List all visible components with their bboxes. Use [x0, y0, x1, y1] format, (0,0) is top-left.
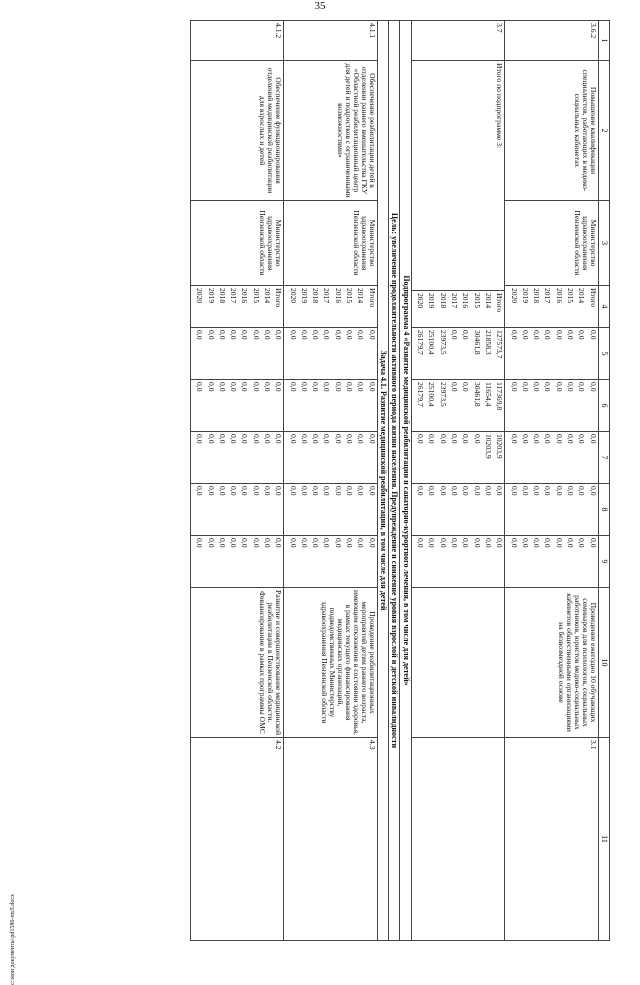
value-cell-regional — [411, 380, 504, 432]
value-item: 0,0 — [509, 382, 519, 392]
value-item: 0,0 — [299, 538, 309, 548]
value-item: 0,0 — [472, 538, 482, 548]
value-cell-regional — [190, 380, 283, 432]
value-item: 0,0 — [333, 434, 343, 444]
year-label: 2015 — [472, 293, 482, 309]
year-label: 2020 — [288, 288, 298, 304]
value-item: 0,0 — [509, 330, 519, 340]
value-item: 0,0 — [263, 330, 273, 340]
subtotal-label-and-years — [411, 61, 504, 328]
value-item: 0,0 — [288, 434, 298, 444]
value-item: 0,0 — [299, 486, 309, 496]
value-item: 0,0 — [356, 486, 366, 496]
value-cell-local — [411, 484, 504, 536]
year-label: 2019 — [520, 288, 530, 304]
value-item: 0,0 — [367, 330, 377, 340]
year-label: 2017 — [322, 288, 332, 304]
year-label: 2019 — [206, 288, 216, 304]
year-label: 2014 — [263, 288, 273, 304]
value-cell-total — [411, 328, 504, 380]
value-cell-other — [284, 536, 377, 588]
value-item: 0,0 — [251, 538, 261, 548]
value-item: 0,0 — [461, 486, 471, 496]
value-item: 0,0 — [322, 434, 332, 444]
executor: Министерство здравоохранения Пензенской области — [190, 201, 283, 286]
year-label: Итого — [495, 293, 505, 313]
row-number: 4.1.1 — [284, 21, 377, 61]
value-item: 0,0 — [356, 330, 366, 340]
year-label: 2016 — [554, 288, 564, 304]
value-item: 0,0 — [206, 382, 216, 392]
header-cell: 7 — [598, 432, 609, 484]
value-item: 0,0 — [495, 538, 505, 548]
year-label: 2019 — [427, 293, 437, 309]
value-cell-local — [284, 484, 377, 536]
value-item: 0,0 — [299, 330, 309, 340]
value-item: 0,0 — [532, 330, 542, 340]
value-cell-federal — [284, 432, 377, 484]
value-cell-federal — [190, 432, 283, 484]
value-cell-total — [284, 328, 377, 380]
program-table — [190, 20, 610, 941]
program-table-rotated — [70, 20, 610, 900]
value-item: 0,0 — [520, 486, 530, 496]
value-item: 0,0 — [195, 330, 205, 340]
header-cell: 9 — [598, 536, 609, 588]
value-cell-total — [190, 328, 283, 380]
value-item: 0,0 — [543, 538, 553, 548]
year-label: 2016 — [461, 293, 471, 309]
value-item: 0,0 — [217, 330, 227, 340]
value-item: 0,0 — [345, 538, 355, 548]
value-item: 0,0 — [472, 434, 482, 444]
value-item: 0,0 — [438, 434, 448, 444]
value-item: 0,0 — [206, 434, 216, 444]
value-item: 0,0 — [229, 434, 239, 444]
value-item: 0,0 — [461, 434, 471, 444]
task-row — [377, 21, 388, 941]
year-label: 2016 — [240, 288, 250, 304]
expected-result: Проведение ежегодно 10 обучающих семинаров для психологов, социальных работников, юристов медико-социальных кабинетов общественными организациями на безвозмездной основе — [505, 588, 598, 738]
value-item: 0,0 — [240, 382, 250, 392]
value-item: 11654,4 — [483, 382, 493, 407]
year-label: 2018 — [532, 288, 542, 304]
years-cell — [412, 291, 504, 328]
value-item: 0,0 — [509, 486, 519, 496]
header-row — [598, 21, 609, 941]
value-item: 117369,8 — [495, 382, 505, 411]
year-label: 2014 — [577, 288, 587, 304]
value-item: 0,0 — [345, 382, 355, 392]
indicator-ref: 4.2 — [190, 738, 283, 941]
value-item: 0,0 — [345, 434, 355, 444]
value-item: 0,0 — [333, 538, 343, 548]
value-cell-other — [411, 536, 504, 588]
value-item: 0,0 — [240, 434, 250, 444]
header-cell: 2 — [598, 61, 609, 201]
value-item: 0,0 — [274, 330, 284, 340]
value-cell-regional — [505, 380, 598, 432]
value-item: 10203,9 — [483, 434, 493, 459]
value-item: 0,0 — [356, 382, 366, 392]
value-item: 25100,4 — [427, 330, 437, 355]
value-item: 0,0 — [288, 538, 298, 548]
value-item: 0,0 — [416, 434, 426, 444]
expected-result: Развитие и совершенствование медицинской реабилитации в Пензенской области. Финансирование в рамках программы ОМС — [190, 588, 283, 738]
year-label: 2016 — [333, 288, 343, 304]
row-number: 3.7 — [411, 21, 504, 61]
executor: Министерство здравоохранения Пензенской области — [284, 201, 377, 286]
value-item: 0,0 — [251, 486, 261, 496]
value-item: 0,0 — [566, 330, 576, 340]
value-item: 26179,7 — [416, 382, 426, 407]
indicator-ref: 4.3 — [284, 738, 377, 941]
value-item: 30461,8 — [472, 330, 482, 355]
value-item: 23973,5 — [438, 330, 448, 355]
value-item: 23973,5 — [438, 382, 448, 407]
years-cell — [190, 286, 283, 328]
subprogram-title-row — [400, 21, 411, 941]
value-item: 0,0 — [543, 486, 553, 496]
value-item: 0,0 — [509, 538, 519, 548]
year-label: 2018 — [438, 293, 448, 309]
value-item: 0,0 — [461, 538, 471, 548]
activity-name: Обеспечение реабилитации детей в отделении раннего вмешательства ГКУ «Областной реабилитационный центр для детей и подростков с ограниченными возможностями» — [284, 61, 377, 201]
year-label: 2019 — [299, 288, 309, 304]
value-item: 0,0 — [311, 330, 321, 340]
value-item: 0,0 — [438, 538, 448, 548]
value-cell-local — [190, 484, 283, 536]
value-item: 0,0 — [438, 486, 448, 496]
value-item: 0,0 — [532, 538, 542, 548]
value-item: 0,0 — [588, 486, 598, 496]
value-item: 0,0 — [217, 434, 227, 444]
value-item: 0,0 — [566, 486, 576, 496]
value-item: 0,0 — [367, 538, 377, 548]
value-item: 0,0 — [217, 538, 227, 548]
value-item: 0,0 — [577, 486, 587, 496]
year-label: 2015 — [251, 288, 261, 304]
value-item: 0,0 — [566, 434, 576, 444]
year-label: Итого — [588, 288, 598, 308]
value-item: 0,0 — [240, 330, 250, 340]
value-item: 0,0 — [333, 382, 343, 392]
page-number: 35 — [314, 0, 326, 12]
value-item: 0,0 — [263, 486, 273, 496]
value-item: 0,0 — [367, 434, 377, 444]
value-item: 0,0 — [427, 486, 437, 496]
value-item: 0,0 — [588, 538, 598, 548]
value-item: 0,0 — [543, 434, 553, 444]
value-item: 0,0 — [416, 486, 426, 496]
value-item: 0,0 — [450, 382, 460, 392]
value-item: 0,0 — [288, 330, 298, 340]
year-label: 2017 — [543, 288, 553, 304]
row-number: 3.6.2 — [505, 21, 598, 61]
subprogram-task: Задача 4.1. Развитие медицинской реабилитации, в том числе для детей — [377, 21, 388, 941]
value-item: 0,0 — [263, 382, 273, 392]
value-item: 0,0 — [229, 382, 239, 392]
value-item: 0,0 — [345, 330, 355, 340]
footer — [10, 20, 30, 985]
value-item: 0,0 — [299, 382, 309, 392]
value-item: 0,0 — [450, 434, 460, 444]
year-label: 2014 — [483, 293, 493, 309]
value-item: 0,0 — [217, 382, 227, 392]
value-item: 0,0 — [240, 486, 250, 496]
header-cell: 1 — [598, 21, 609, 61]
value-item: 0,0 — [274, 382, 284, 392]
value-item: 0,0 — [299, 434, 309, 444]
value-item: 0,0 — [263, 538, 273, 548]
value-item: 0,0 — [427, 538, 437, 548]
value-cell-federal — [411, 432, 504, 484]
value-item: 0,0 — [345, 486, 355, 496]
value-item: 0,0 — [240, 538, 250, 548]
header-cell: 6 — [598, 380, 609, 432]
value-item: 0,0 — [554, 486, 564, 496]
value-item: 0,0 — [520, 330, 530, 340]
value-item: 0,0 — [311, 434, 321, 444]
value-item: 0,0 — [356, 538, 366, 548]
years-cell — [284, 286, 377, 328]
year-label: 2018 — [311, 288, 321, 304]
year-label: 2018 — [217, 288, 227, 304]
value-item: 0,0 — [322, 486, 332, 496]
table-row — [284, 21, 377, 941]
value-item: 0,0 — [322, 538, 332, 548]
value-item: 26179,7 — [416, 330, 426, 355]
value-item: 0,0 — [251, 434, 261, 444]
year-label: Итого — [274, 288, 284, 308]
value-item: 10203,9 — [495, 434, 505, 459]
value-item: 0,0 — [206, 330, 216, 340]
value-item: 0,0 — [520, 434, 530, 444]
value-cell-other — [505, 536, 598, 588]
value-item: 21858,3 — [483, 330, 493, 355]
subtotal-label: Итого по подпрограмме 3: — [495, 63, 505, 149]
executor: Министерство здравоохранения Пензенской области — [505, 201, 598, 286]
value-item: 0,0 — [495, 486, 505, 496]
value-cell-other — [190, 536, 283, 588]
value-item: 0,0 — [263, 434, 273, 444]
value-item: 0,0 — [311, 382, 321, 392]
activity-name: Обеспечение функционирования отделений медицинской реабилитации для взрослых и детей — [190, 61, 283, 201]
header-cell: 4 — [598, 286, 609, 328]
value-item: 0,0 — [588, 330, 598, 340]
value-item: 0,0 — [577, 538, 587, 548]
value-item: 0,0 — [554, 330, 564, 340]
activity-name: Повышение квалификации специалистов, работающих в медико-социальных кабинетах — [505, 61, 598, 201]
value-item: 0,0 — [532, 486, 542, 496]
header-cell: 8 — [598, 484, 609, 536]
value-item: 0,0 — [450, 330, 460, 340]
value-item: 0,0 — [483, 486, 493, 496]
value-item: 0,0 — [322, 330, 332, 340]
header-cell: 3 — [598, 201, 609, 286]
value-item: 0,0 — [554, 434, 564, 444]
value-item: 0,0 — [427, 434, 437, 444]
year-label: 2020 — [416, 293, 426, 309]
value-item: 0,0 — [195, 382, 205, 392]
value-item: 0,0 — [461, 382, 471, 392]
value-item: 0,0 — [195, 486, 205, 496]
value-item: 0,0 — [566, 382, 576, 392]
value-item: 0,0 — [577, 382, 587, 392]
value-item: 25100,4 — [427, 382, 437, 407]
value-item: 0,0 — [311, 538, 321, 548]
value-item: 0,0 — [520, 382, 530, 392]
value-item: 0,0 — [509, 434, 519, 444]
value-item: 0,0 — [195, 434, 205, 444]
value-item: 0,0 — [532, 382, 542, 392]
value-item: 0,0 — [588, 382, 598, 392]
value-item: 0,0 — [229, 486, 239, 496]
table-row — [411, 21, 504, 941]
value-item: 0,0 — [450, 538, 460, 548]
year-label: 2017 — [229, 288, 239, 304]
year-label: Итого — [367, 288, 377, 308]
value-item: 0,0 — [554, 382, 564, 392]
value-item: 0,0 — [311, 486, 321, 496]
value-item: 0,0 — [288, 382, 298, 392]
header-cell: 5 — [598, 328, 609, 380]
value-cell-total — [505, 328, 598, 380]
value-item: 0,0 — [554, 538, 564, 548]
value-cell-federal — [505, 432, 598, 484]
value-cell-local — [505, 484, 598, 536]
subprogram-title: Подпрограмма 4 «Развитие медицинской реабилитации и санаторно-курортного лечения, в том числе для детей» — [400, 21, 411, 941]
value-item: 0,0 — [288, 486, 298, 496]
value-item: 0,0 — [472, 486, 482, 496]
value-item: 0,0 — [577, 434, 587, 444]
value-item: 0,0 — [251, 330, 261, 340]
value-item: 0,0 — [461, 330, 471, 340]
value-item: 0,0 — [333, 330, 343, 340]
value-item: 0,0 — [195, 538, 205, 548]
value-item: 0,0 — [274, 486, 284, 496]
value-item: 0,0 — [588, 434, 598, 444]
footer-path: c:\мои документы\pd1586-ппЛ.docx — [10, 894, 16, 985]
years-cell — [505, 286, 598, 328]
value-item: 0,0 — [229, 538, 239, 548]
year-label: 2020 — [509, 288, 519, 304]
value-item: 0,0 — [543, 382, 553, 392]
subprogram-goal: Цель: увеличение продолжительности активного периода жизни населения. Предупреждение и снижение уровня взрослой и детской инвалидности — [389, 21, 400, 941]
value-item: 0,0 — [520, 538, 530, 548]
header-cell: 11 — [598, 738, 609, 941]
value-item: 0,0 — [206, 538, 216, 548]
year-label: 2014 — [356, 288, 366, 304]
value-item: 0,0 — [577, 330, 587, 340]
value-item: 0,0 — [566, 538, 576, 548]
row-number: 4.1.2 — [190, 21, 283, 61]
value-item: 0,0 — [367, 486, 377, 496]
value-item: 0,0 — [274, 538, 284, 548]
goal-row — [389, 21, 400, 941]
value-item: 30461,8 — [472, 382, 482, 407]
value-item: 127573,7 — [495, 330, 505, 359]
table-row — [505, 21, 598, 941]
value-item: 0,0 — [483, 538, 493, 548]
table-row — [190, 21, 283, 941]
value-item: 0,0 — [229, 330, 239, 340]
year-label: 2015 — [566, 288, 576, 304]
year-label: 2017 — [450, 293, 460, 309]
value-item: 0,0 — [367, 382, 377, 392]
value-item: 0,0 — [322, 382, 332, 392]
expected-result: Проведение реабилитационных мероприятий детям раннего возраста, имеющим отклонения в состоянии здоровья, в рамках текущего финансирования медицинских организаций, подведомственных Министерству здравоохранения Пензенской области — [284, 588, 377, 738]
value-item: 0,0 — [251, 382, 261, 392]
value-item: 0,0 — [356, 434, 366, 444]
year-label: 2015 — [345, 288, 355, 304]
value-item: 0,0 — [217, 486, 227, 496]
value-cell-regional — [284, 380, 377, 432]
value-item: 0,0 — [543, 330, 553, 340]
indicator-ref: 3.1 — [505, 738, 598, 941]
value-item: 0,0 — [206, 486, 216, 496]
value-item: 0,0 — [333, 486, 343, 496]
value-item: 0,0 — [532, 434, 542, 444]
value-item: 0,0 — [450, 486, 460, 496]
value-item: 0,0 — [274, 434, 284, 444]
indicator-ref — [411, 738, 504, 941]
year-label: 2020 — [195, 288, 205, 304]
header-cell: 10 — [598, 588, 609, 738]
expected-result — [411, 588, 504, 738]
value-item: 0,0 — [416, 538, 426, 548]
